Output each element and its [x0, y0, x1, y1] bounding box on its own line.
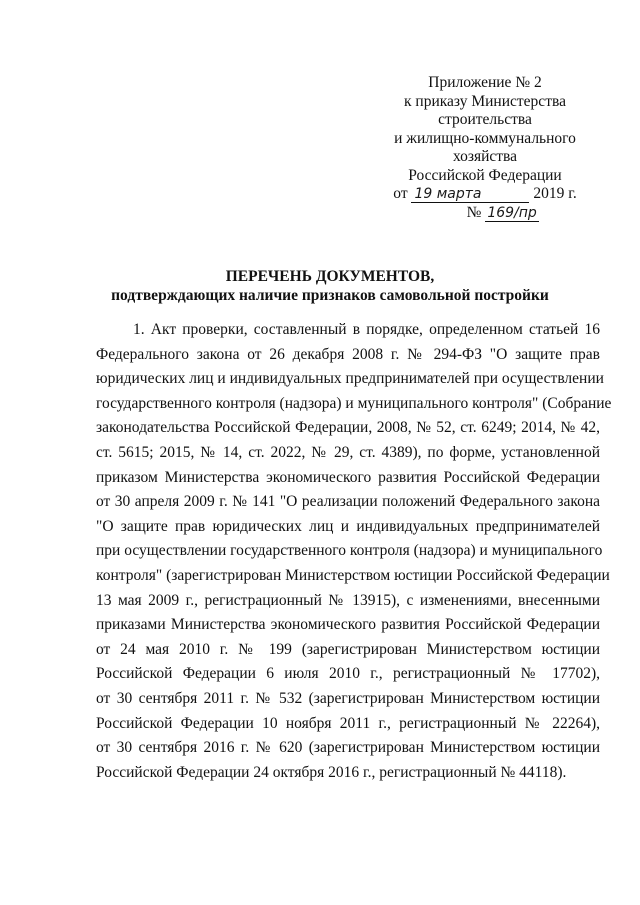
body-line: 1. Акт проверки, составленный в порядке, определенном статьей 16 [133, 321, 600, 338]
body-line: от 24 мая 2010 г. № 199 (зарегистрирован Министерством юстиции [96, 640, 600, 658]
body-line: "О защите прав юридических лиц и индивидуальных предпринимателей [96, 517, 600, 535]
number-fill-line [485, 205, 539, 222]
appendix-ministry-line: строительства [438, 111, 532, 128]
date-prefix: от [393, 185, 408, 202]
body-line: контроля" (зарегистрирован Министерством юстиции Российской Федерации [96, 566, 610, 584]
body-line: государственного контроля (надзора) и муниципального контроля" (Собрание [96, 394, 612, 412]
body-line: Федерального закона от 26 декабря 2008 г. № 294-ФЗ "О защите прав [96, 345, 600, 363]
appendix-number-line [380, 204, 590, 223]
appendix-order-ref: к приказу Министерства [404, 92, 566, 110]
body-line: 13 мая 2009 г., регистрационный № 13915), с изменениями, внесенными [96, 591, 600, 609]
body-line: от 30 апреля 2009 г. № 141 "О реализации положений Федерального закона [96, 493, 600, 511]
body-line: при осуществлении государственного контроля (надзора) и муниципального [96, 542, 603, 560]
appendix-number: Приложение № 2 [428, 74, 542, 91]
body-line: приказом Министерства экономического развития Российской Федерации [96, 468, 600, 486]
body-line: Российской Федерации 6 июля 2010 г., регистрационный № 17702), [96, 665, 600, 683]
body-line: приказами Министерства экономического развития Российской Федерации [96, 616, 600, 634]
body-line: от 30 сентября 2011 г. № 532 (зарегистрирован Министерством юстиции [96, 689, 600, 707]
title-line-1: ПЕРЕЧЕНЬ ДОКУМЕНТОВ, [225, 268, 435, 285]
body-line: от 30 сентября 2016 г. № 620 (зарегистрирован Министерством юстиции [96, 739, 600, 757]
handwritten-date: 19 марта [414, 186, 482, 202]
body-line: ст. 5615; 2015, № 14, ст. 2022, № 29, ст. 4389), по форме, установленной [96, 443, 600, 461]
date-suffix: 2019 г. [533, 185, 577, 202]
body-line: юридических лиц и индивидуальных предпринимателей при осуществлении [96, 370, 604, 388]
body-line: Российской Федерации 10 ноября 2011 г., регистрационный № 22264), [96, 714, 600, 732]
date-fill-line [411, 186, 529, 203]
body-line: Российской Федерации 24 октября 2016 г., регистрационный № 44118). [96, 763, 567, 781]
body-line: законодательства Российской Федерации, 2008, № 52, ст. 6249; 2014, № 42, [96, 419, 600, 437]
appendix-ministry-line: и жилищно-коммунального [394, 129, 576, 147]
title-line-2: подтверждающих наличие признаков самовольной постройки [111, 287, 549, 304]
appendix-date-line [380, 185, 590, 204]
handwritten-number: 169/пр [487, 204, 537, 221]
document-title [60, 267, 600, 305]
appendix-country: Российской Федерации [408, 166, 562, 184]
body-paragraph [96, 318, 612, 785]
number-prefix: № [466, 203, 482, 221]
appendix-ministry-line: хозяйства [452, 148, 518, 165]
appendix-block [380, 74, 590, 222]
